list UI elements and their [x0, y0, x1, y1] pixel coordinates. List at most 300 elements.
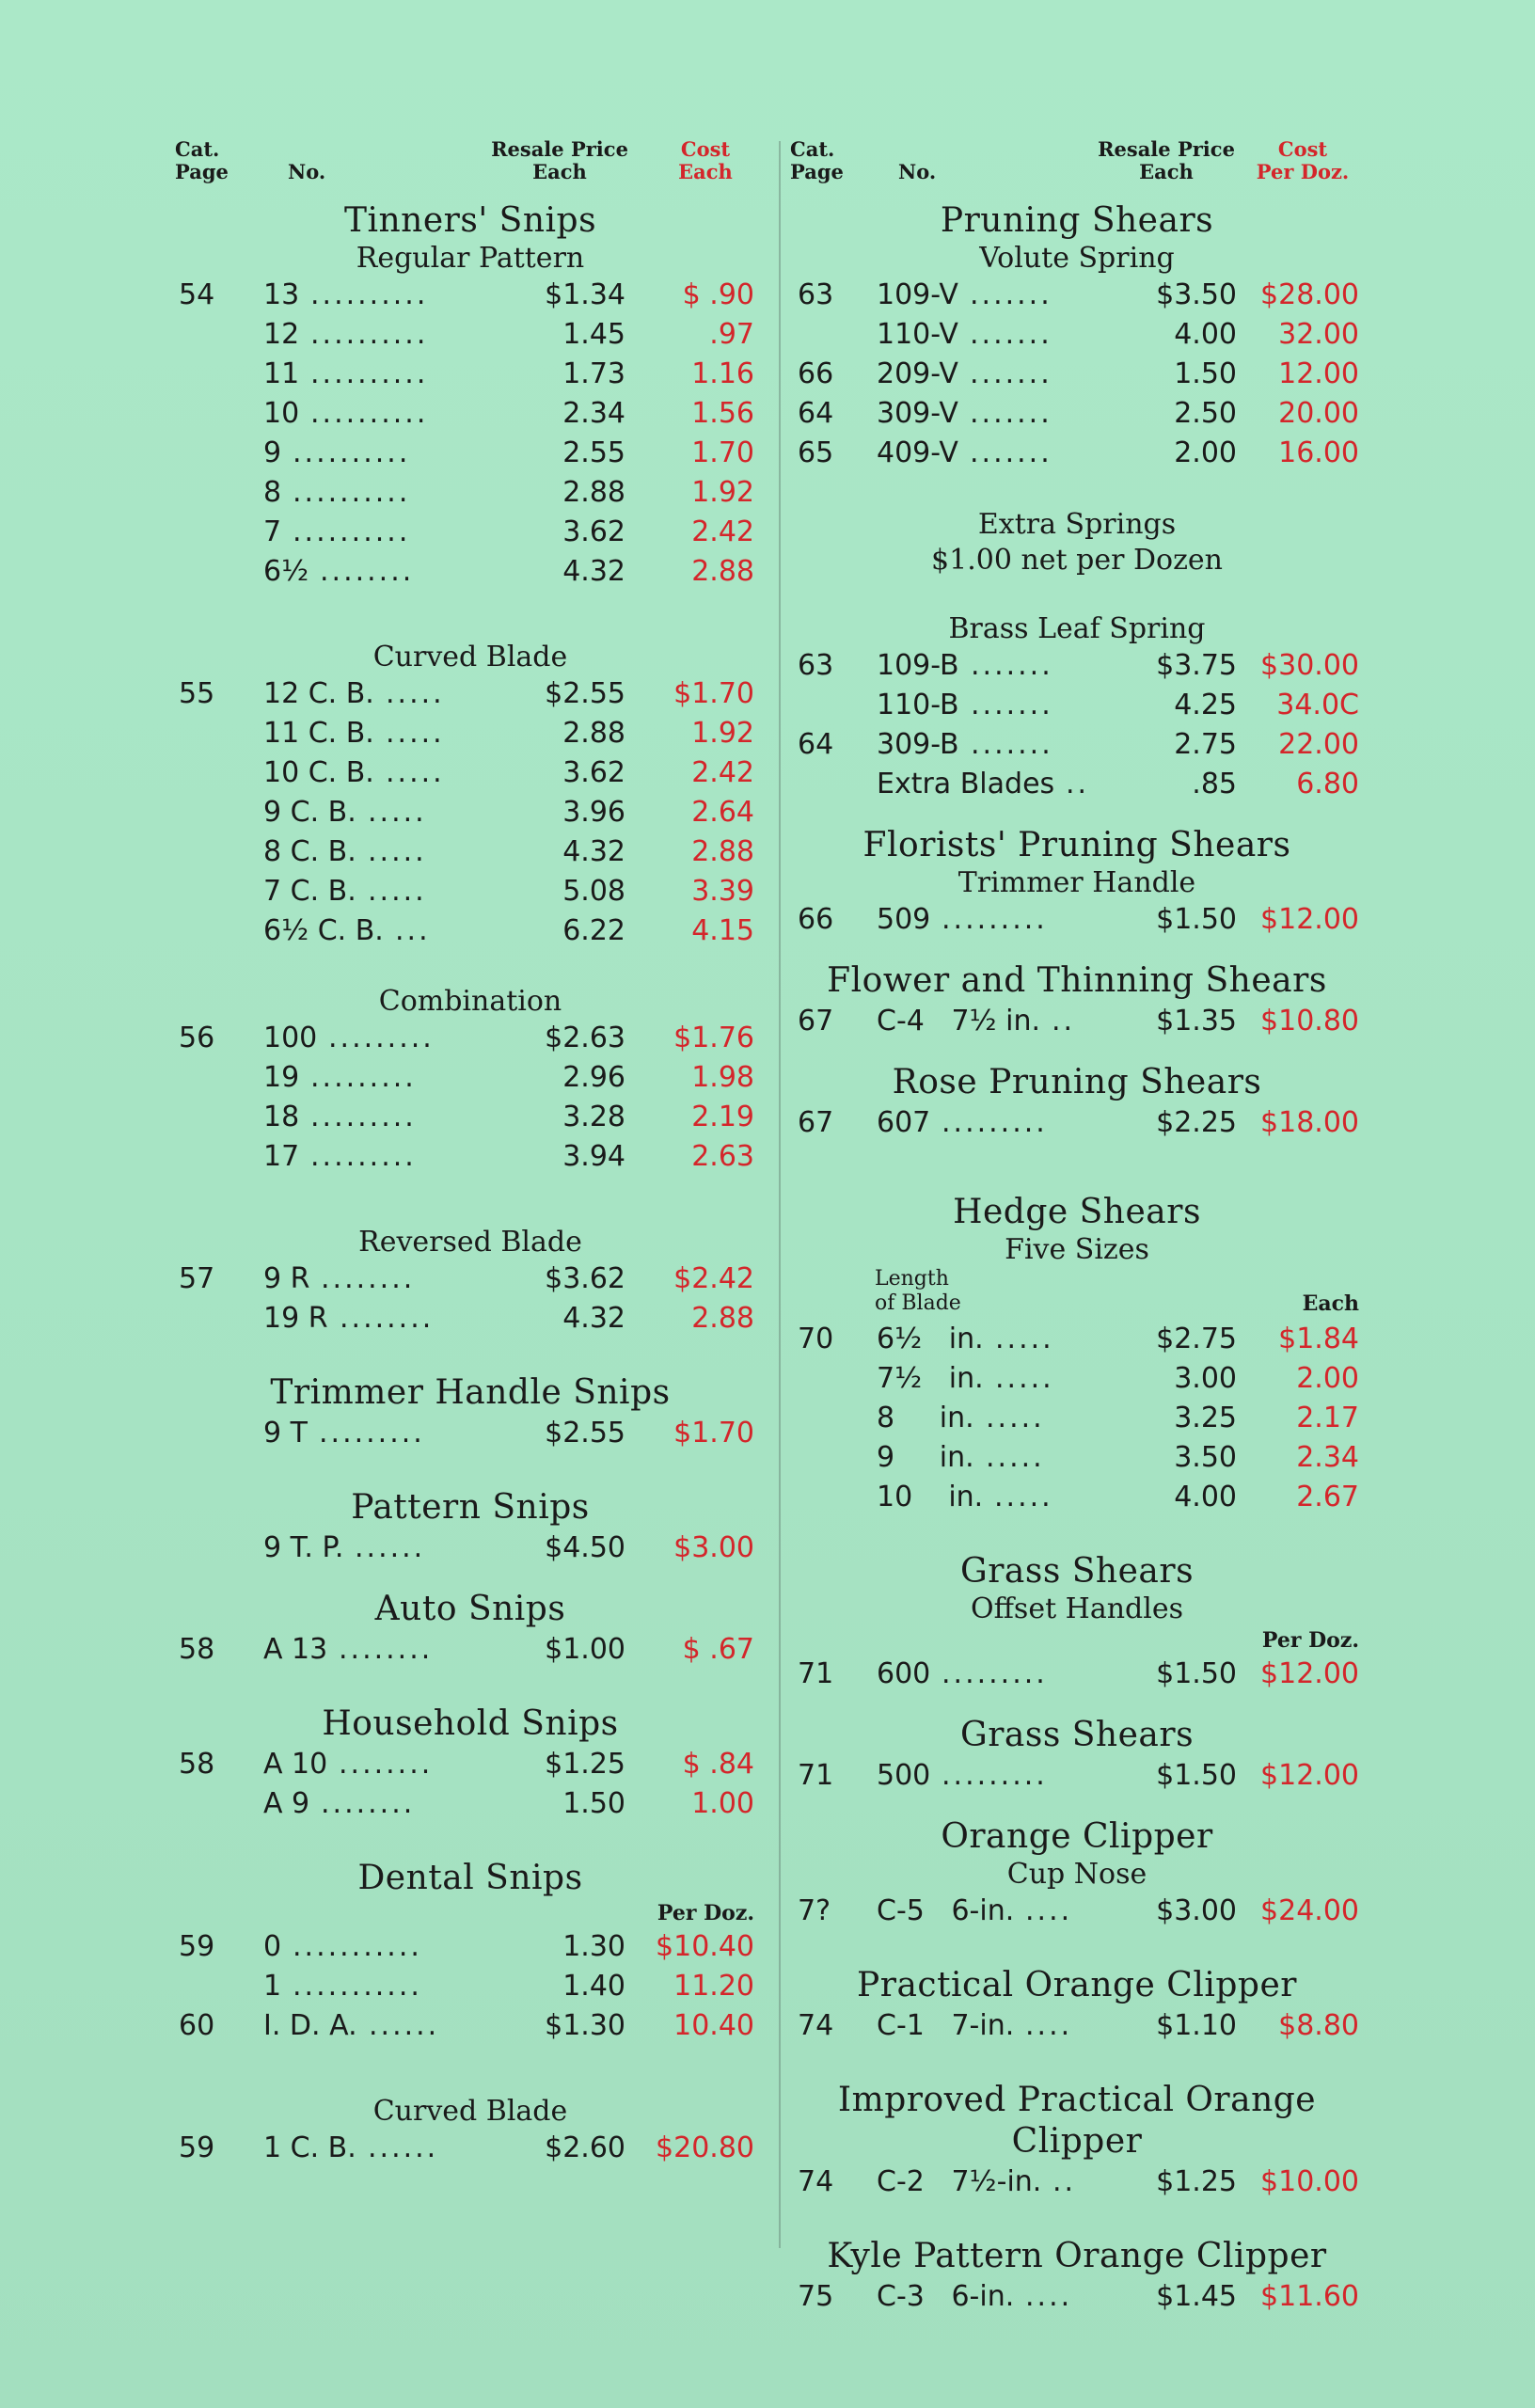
section-title: Pruning Shears	[940, 201, 1214, 240]
cost: $12.00	[1260, 1657, 1359, 1690]
price-row	[179, 1299, 762, 1339]
resale-price: $4.50	[545, 1531, 625, 1564]
price-row	[179, 552, 762, 592]
resale-price: 1.50	[562, 1787, 625, 1820]
price-row	[790, 276, 1364, 315]
cost: $3.00	[673, 1531, 754, 1564]
resale-price: 3.94	[562, 1140, 625, 1173]
leader-dots: ...	[395, 914, 431, 947]
resale-price: 2.50	[1174, 397, 1237, 430]
item-number: 9 R	[263, 1262, 310, 1295]
resale-price: 3.25	[1174, 1402, 1237, 1434]
spacer	[179, 592, 762, 641]
cost: $1.84	[1278, 1323, 1359, 1355]
item-number: 9 T. P.	[263, 1531, 344, 1564]
item-number: 0	[263, 1930, 282, 1963]
item-number: 209-V	[877, 357, 958, 390]
cost: $10.40	[656, 1930, 754, 1963]
price-row	[790, 765, 1364, 804]
item-number: 8 C. B.	[263, 835, 356, 868]
resale-price: $3.62	[545, 1262, 625, 1295]
leader-dots: .........	[310, 1140, 417, 1173]
item-number: 12	[263, 318, 300, 351]
leader-dots: ........	[340, 1302, 435, 1335]
cost: $ .90	[682, 278, 754, 311]
cat-page: 75	[798, 2280, 834, 2313]
item-number: 11 C. B.	[263, 717, 374, 750]
resale-price: 4.32	[562, 1302, 625, 1335]
item-number: 109-B	[877, 649, 959, 682]
spacer	[790, 473, 1364, 507]
leader-dots: .....	[995, 1323, 1054, 1355]
item-number: 12 C. B.	[263, 677, 374, 710]
price-row	[179, 1927, 762, 1967]
price-row	[179, 1529, 762, 1568]
section-subtitle: Offset Handles	[971, 1592, 1183, 1625]
resale-price: 3.00	[1174, 1362, 1237, 1395]
resale-price: 6.22	[562, 914, 625, 947]
leader-dots: ..	[1052, 2165, 1077, 2198]
leader-dots: ....	[1025, 1894, 1073, 1927]
price-row	[790, 686, 1364, 725]
resale-price: $3.75	[1156, 649, 1237, 682]
item-number: 7½ in.	[877, 1362, 984, 1395]
item-number: 19 R	[263, 1302, 328, 1335]
item-number: C-1 7-in.	[877, 2009, 1015, 2042]
cat-page: 55	[179, 677, 215, 710]
item-number: 8	[263, 476, 282, 509]
section-title: Improved Practical Orange	[837, 2081, 1317, 2119]
item-number: 8 in.	[877, 1402, 974, 1434]
resale-price: $1.00	[545, 1633, 625, 1666]
price-row	[179, 434, 762, 473]
spacer	[179, 951, 762, 985]
item-number: 9 C. B.	[263, 796, 356, 829]
cost: 2.42	[691, 756, 754, 789]
cat-page: 56	[179, 1022, 215, 1054]
cat-page: 67	[798, 1005, 834, 1038]
column-subheader	[179, 1899, 762, 1927]
cost: 10.40	[673, 2009, 754, 2042]
item-number: C-5 6-in.	[877, 1894, 1015, 1927]
leader-dots: .....	[386, 677, 445, 710]
leader-dots: .........	[942, 1106, 1048, 1139]
price-row	[179, 473, 762, 513]
section-subtitle: Five Sizes	[1005, 1233, 1149, 1266]
leader-dots: .....	[368, 796, 427, 829]
item-number: 100	[263, 1022, 318, 1054]
resale-price: 3.28	[562, 1101, 625, 1133]
leader-dots: .........	[310, 1101, 417, 1133]
price-row	[179, 1630, 762, 1670]
resale-price: 2.88	[562, 717, 625, 750]
cost: $12.00	[1260, 1759, 1359, 1792]
resale-price: 5.08	[562, 875, 625, 908]
resale-price: 1.40	[562, 1970, 625, 2003]
cost: $10.80	[1260, 1005, 1359, 1038]
cost: 3.39	[691, 875, 754, 908]
item-number: 6½	[263, 555, 309, 588]
section-title: Clipper	[1011, 2122, 1143, 2161]
item-number: 11	[263, 357, 300, 390]
leader-dots: ..........	[310, 397, 429, 430]
cat-page: 57	[179, 1262, 215, 1295]
cost: $1.70	[673, 1417, 754, 1450]
cost: 4.15	[691, 914, 754, 947]
item-number: 1	[263, 1970, 282, 2003]
header-cost: Cost Each	[678, 137, 733, 183]
resale-price: 4.32	[562, 555, 625, 588]
resale-price: 1.73	[562, 357, 625, 390]
price-row	[179, 714, 762, 753]
item-number: 409-V	[877, 436, 958, 469]
cat-page: 65	[798, 436, 834, 469]
spacer	[790, 940, 1364, 960]
leader-dots: ...........	[293, 1930, 422, 1963]
resale-price: 1.45	[562, 318, 625, 351]
price-row	[790, 725, 1364, 765]
section-title: Grass Shears	[959, 1716, 1195, 1754]
header-no: No.	[288, 160, 326, 183]
cost: 2.88	[691, 835, 754, 868]
cost: $30.00	[1260, 649, 1359, 682]
cat-page: 71	[798, 1657, 834, 1690]
left-column-header	[175, 136, 762, 200]
resale-price: $2.55	[545, 677, 625, 710]
cost: 2.64	[691, 796, 754, 829]
cost: 2.67	[1296, 1481, 1359, 1513]
cost: $28.00	[1260, 278, 1359, 311]
leader-dots: .......	[970, 278, 1052, 311]
per-dozen-label: Per Doz.	[1261, 1628, 1359, 1653]
cost: 22.00	[1278, 728, 1359, 761]
item-number: C-3 6-in.	[877, 2280, 1015, 2313]
price-row	[179, 394, 762, 434]
section-title: Hedge Shears	[953, 1193, 1201, 1231]
price-row	[790, 2162, 1364, 2202]
resale-price: 2.00	[1174, 436, 1237, 469]
price-row	[179, 1967, 762, 2006]
leader-dots: .......	[971, 689, 1053, 721]
resale-price: $1.50	[1156, 1657, 1237, 1690]
spacer	[790, 1796, 1364, 1816]
cat-page: 66	[798, 903, 834, 936]
price-row	[179, 1784, 762, 1824]
cat-page: 60	[179, 2009, 215, 2042]
price-row	[179, 911, 762, 951]
leader-dots: ......	[369, 2009, 440, 2042]
resale-price: $1.30	[545, 2009, 625, 2042]
spacer	[790, 1694, 1364, 1715]
leader-dots: ....	[1025, 2009, 1073, 2042]
price-row	[179, 793, 762, 832]
cost: 1.00	[691, 1787, 754, 1820]
item-number: 309-V	[877, 397, 958, 430]
cost: 2.17	[1296, 1402, 1359, 1434]
cost: $12.00	[1260, 903, 1359, 936]
leader-dots: .....	[386, 756, 445, 789]
cost: 6.80	[1296, 768, 1359, 800]
header-cat-page: Cat. Page	[790, 137, 844, 183]
leader-dots: .......	[970, 357, 1052, 390]
resale-price: $1.34	[545, 278, 625, 311]
leader-dots: ...........	[293, 1970, 422, 2003]
leader-dots: ..........	[293, 476, 411, 509]
price-row	[179, 1019, 762, 1058]
section-note: $1.00 net per Dozen	[931, 544, 1223, 577]
price-row	[179, 513, 762, 552]
price-row	[179, 315, 762, 355]
cat-page: 54	[179, 278, 215, 311]
price-row	[790, 1399, 1364, 1438]
item-number: 19	[263, 1061, 300, 1094]
cat-page: 63	[798, 649, 834, 682]
cat-page: 58	[179, 1748, 215, 1781]
cat-page: 70	[798, 1323, 834, 1355]
header-no: No.	[898, 160, 937, 183]
cost: 2.63	[691, 1140, 754, 1173]
section-title: Pattern Snips	[351, 1488, 590, 1527]
cost: 12.00	[1278, 357, 1359, 390]
resale-price: $2.25	[1156, 1106, 1237, 1139]
spacer	[179, 2046, 762, 2095]
leader-dots: ........	[320, 555, 415, 588]
leader-dots: .....	[994, 1481, 1053, 1513]
section-title: Practical Orange Clipper	[857, 1966, 1297, 2004]
each-label: Each	[1302, 1291, 1359, 1316]
price-row	[179, 2006, 762, 2046]
leader-dots: .........	[942, 1759, 1048, 1792]
leader-dots: ........	[321, 1787, 416, 1820]
right-column-header	[790, 136, 1364, 200]
length-of-blade-label: Length of Blade	[875, 1267, 961, 1315]
cost: 1.56	[691, 397, 754, 430]
resale-price: 3.96	[562, 796, 625, 829]
price-row	[790, 1892, 1364, 1931]
leader-dots: ..........	[310, 357, 429, 390]
cost: 34.0C	[1276, 689, 1359, 721]
leader-dots: .....	[386, 717, 445, 750]
cost: $20.80	[656, 2131, 754, 2164]
item-number: 10 C. B.	[263, 756, 374, 789]
leader-dots: ....	[1025, 2280, 1073, 2313]
spacer	[790, 804, 1364, 825]
leader-dots: ..	[1066, 768, 1090, 800]
price-row	[790, 1438, 1364, 1478]
spacer	[179, 1177, 762, 1226]
leader-dots: ......	[368, 2131, 439, 2164]
cat-page: 63	[798, 278, 834, 311]
price-row	[790, 1359, 1364, 1399]
cost: 2.34	[1296, 1441, 1359, 1474]
item-number: 109-V	[877, 278, 958, 311]
section-title: Kyle Pattern Orange Clipper	[827, 2237, 1327, 2275]
leader-dots: .......	[971, 728, 1053, 761]
cost: .97	[709, 318, 754, 351]
section-title: Orange Clipper	[941, 1817, 1213, 1856]
item-number: 9 in.	[877, 1441, 974, 1474]
leader-dots: .....	[368, 875, 427, 908]
item-number: 607	[877, 1106, 931, 1139]
resale-price: $1.25	[545, 1748, 625, 1781]
item-number: A 9	[263, 1787, 310, 1820]
price-row	[790, 315, 1364, 355]
item-number: 9	[263, 436, 282, 469]
header-cat-page: Cat. Page	[175, 137, 229, 183]
spacer	[790, 578, 1364, 612]
item-number: 1 C. B.	[263, 2131, 356, 2164]
price-row	[179, 1259, 762, 1299]
cat-page: 74	[798, 2165, 834, 2198]
price-row	[790, 1478, 1364, 1517]
price-row	[790, 1002, 1364, 1041]
resale-price: 2.34	[562, 397, 625, 430]
item-number: A 13	[263, 1633, 328, 1666]
price-row	[790, 900, 1364, 940]
resale-price: $3.50	[1156, 278, 1237, 311]
resale-price: $2.75	[1156, 1323, 1237, 1355]
resale-price: 2.88	[562, 476, 625, 509]
spacer	[179, 1568, 762, 1589]
resale-price: $1.25	[1156, 2165, 1237, 2198]
section-subtitle: Reversed Blade	[358, 1226, 582, 1259]
price-row	[179, 753, 762, 793]
resale-price: $1.35	[1156, 1005, 1237, 1038]
resale-price: 1.50	[1174, 357, 1237, 390]
item-number: 309-B	[877, 728, 959, 761]
leader-dots: ........	[321, 1262, 416, 1295]
cost: $1.70	[673, 677, 754, 710]
cat-page: 58	[179, 1633, 215, 1666]
section-subtitle: Trimmer Handle	[957, 866, 1196, 899]
section-title: Rose Pruning Shears	[892, 1063, 1262, 1101]
cat-page: 59	[179, 1930, 215, 1963]
section-subtitle: Curved Blade	[372, 641, 568, 673]
spacer	[790, 2046, 1364, 2080]
leader-dots: .....	[368, 835, 427, 868]
item-number: 10 in.	[877, 1481, 984, 1513]
item-number: 7 C. B.	[263, 875, 356, 908]
price-row	[179, 1137, 762, 1177]
resale-price: 4.00	[1174, 1481, 1237, 1513]
section-title: Auto Snips	[374, 1590, 566, 1628]
resale-price: 3.62	[562, 515, 625, 548]
cost: 1.92	[691, 476, 754, 509]
resale-price: $1.50	[1156, 903, 1237, 936]
cost: 2.88	[691, 1302, 754, 1335]
leader-dots: .......	[970, 436, 1052, 469]
resale-price: 3.62	[562, 756, 625, 789]
resale-price: $1.50	[1156, 1759, 1237, 1792]
resale-price: 2.55	[562, 436, 625, 469]
item-number: 110-V	[877, 318, 958, 351]
leader-dots: ..........	[310, 278, 429, 311]
item-number: 6½ C. B.	[263, 914, 384, 947]
cat-page: 74	[798, 2009, 834, 2042]
price-row	[179, 355, 762, 394]
section-subtitle: Cup Nose	[1006, 1858, 1147, 1891]
resale-price: $2.55	[545, 1417, 625, 1450]
resale-price: 2.96	[562, 1061, 625, 1094]
spacer	[790, 1931, 1364, 1965]
section-title: Trimmer Handle Snips	[270, 1373, 671, 1412]
right-column	[790, 136, 1364, 2317]
section-subtitle: Combination	[378, 985, 562, 1018]
leader-dots: .........	[942, 1657, 1048, 1690]
price-row	[790, 434, 1364, 473]
section-subtitle: Volute Spring	[979, 242, 1175, 275]
section-title: Florists' Pruning Shears	[862, 826, 1291, 864]
cat-page: 64	[798, 728, 834, 761]
resale-price: 3.50	[1174, 1441, 1237, 1474]
cost: 2.42	[691, 515, 754, 548]
price-row	[790, 1756, 1364, 1796]
leader-dots: .....	[995, 1362, 1054, 1395]
cost: 16.00	[1278, 436, 1359, 469]
cost: $1.76	[673, 1022, 754, 1054]
column-divider	[779, 141, 781, 2248]
spacer	[179, 1824, 762, 1858]
price-row	[179, 1098, 762, 1137]
price-row	[179, 276, 762, 315]
item-number: 600	[877, 1657, 931, 1690]
spacer	[790, 1041, 1364, 1062]
section-subtitle: Curved Blade	[372, 2095, 568, 2128]
item-number: Extra Blades	[877, 768, 1055, 800]
section-title: Flower and Thinning Shears	[827, 961, 1327, 1000]
price-row	[790, 1320, 1364, 1359]
item-number: C-2 7½-in.	[877, 2165, 1042, 2198]
section-subtitle: Brass Leaf Spring	[948, 612, 1206, 645]
left-column-body	[179, 200, 762, 2168]
price-row	[179, 2129, 762, 2168]
item-number: 7	[263, 515, 282, 548]
resale-price: $2.60	[545, 2131, 625, 2164]
resale-price: 2.75	[1174, 728, 1237, 761]
section-title: Grass Shears	[959, 1552, 1195, 1591]
item-number: 9 T	[263, 1417, 308, 1450]
cost: $11.60	[1260, 2280, 1359, 2313]
leader-dots: .......	[970, 318, 1052, 351]
item-number: C-4 7½ in.	[877, 1005, 1041, 1038]
per-dozen-label: Per Doz.	[657, 1901, 754, 1925]
item-number: 13	[263, 278, 300, 311]
header-resale-price: Resale Price Each	[491, 137, 628, 183]
cost: $10.00	[1260, 2165, 1359, 2198]
cost: $24.00	[1260, 1894, 1359, 1927]
leader-dots: .........	[310, 1061, 417, 1094]
leader-dots: ........	[339, 1633, 434, 1666]
section-subtitle: Regular Pattern	[356, 242, 585, 275]
resale-price: $1.45	[1156, 2280, 1237, 2313]
section-title: Tinners' Snips	[343, 201, 597, 240]
resale-price: $3.00	[1156, 1894, 1237, 1927]
cost: $ .84	[682, 1748, 754, 1781]
price-row	[790, 1103, 1364, 1143]
item-number: 509	[877, 903, 931, 936]
price-row	[790, 355, 1364, 394]
leader-dots: ..........	[293, 515, 411, 548]
item-number: 110-B	[877, 689, 959, 721]
item-number: 10	[263, 397, 300, 430]
left-column	[175, 136, 762, 2168]
cost: 32.00	[1278, 318, 1359, 351]
leader-dots: ..	[1052, 1005, 1076, 1038]
cat-page: 7?	[798, 1894, 831, 1927]
leader-dots: .......	[971, 649, 1053, 682]
cat-page: 64	[798, 397, 834, 430]
spacer	[790, 1143, 1364, 1192]
